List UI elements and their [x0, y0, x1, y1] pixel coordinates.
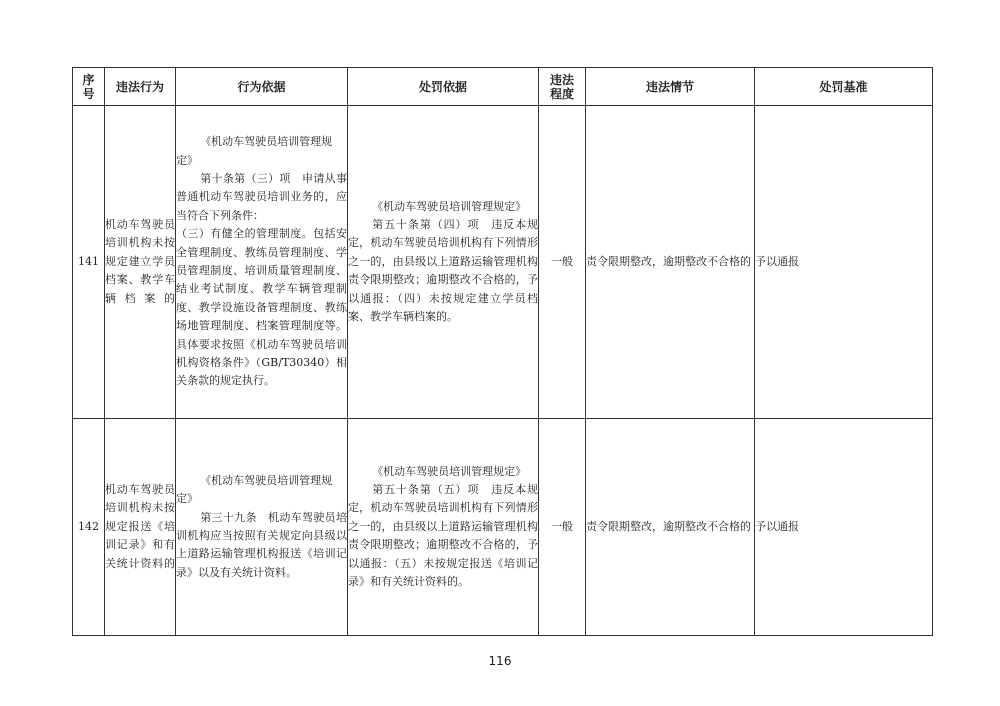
table-row [73, 106, 933, 419]
row-basis [176, 106, 348, 419]
header-seq: 序号 [73, 68, 105, 106]
penalty-line: 《机动车驾驶员培训管理规定》 [372, 464, 527, 478]
header-degree: 违法程度 [539, 68, 586, 106]
header-basis: 行为依据 [176, 68, 348, 106]
row-circumstance: 责令限期整改，逾期整改不合格的 [586, 106, 755, 419]
header-penalty: 处罚依据 [348, 68, 539, 106]
row-seq: 142 [73, 419, 105, 636]
header-circumstance: 违法情节 [586, 68, 755, 106]
row-basis [176, 419, 348, 636]
row-penalty [348, 106, 539, 419]
row-penalty [348, 419, 539, 636]
header-act: 违法行为 [105, 68, 176, 106]
penalty-line: 《机动车驾驶员培训管理规定》 [372, 199, 527, 213]
penalty-line: 第五十条第（五）项 违反本规定，机动车驾驶员培训机构有下列情形之一的，由县级以上道路运输管理机构责令限期整改；逾期整改不合格的，予以通报：（五）未按规定报送《培训记录》和有关统计资料的。 [348, 482, 538, 589]
row-seq: 141 [73, 106, 105, 419]
row-circumstance: 责令限期整改，逾期整改不合格的 [586, 419, 755, 636]
row-act: 机动车驾驶员培训机构未按规定报送《培训记录》和有关统计资料的 [105, 419, 176, 636]
page-number: 116 [488, 654, 512, 668]
regulation-table [72, 67, 933, 636]
basis-line: 《机动车驾驶员培训管理规定》 [176, 135, 333, 167]
basis-line: 第十条第（三）项 申请从事普通机动车驾驶员培训业务的，应当符合下列条件： [176, 171, 347, 222]
basis-line: 第三十九条 机动车驾驶员培训机构应当按照有关规定向县级以上道路运输管理机构报送《培训记录》以及有关统计资料。 [176, 510, 347, 579]
row-degree: 一般 [539, 106, 586, 419]
table-row [73, 419, 933, 636]
row-degree: 一般 [539, 419, 586, 636]
basis-line: 《机动车驾驶员培训管理规定》 [176, 473, 333, 506]
penalty-line: 第五十条第（四）项 违反本规定，机动车驾驶员培训机构有下列情形之一的，由县级以上道路运输管理机构责令限期整改；逾期整改不合格的，予以通报：（四）未按规定建立学员档案、教学车辆档案的。 [348, 217, 538, 324]
basis-line: （三）有健全的管理制度。包括安全管理制度、教练员管理制度、学员管理制度、培训质量管理制度、结业考试制度、教学车辆管理制度、教学设施设备管理制度、教练场地管理制度、档案管理制度等。具体要求按照《机动车驾驶员培训机构资格条件》（GB/T30340）相关条款的规定执行。 [176, 227, 347, 388]
row-act: 机动车驾驶员培训机构未按规定建立学员档案、教学车辆档案的 [105, 106, 176, 419]
table-header-row [73, 68, 933, 106]
row-standard: 予以通报 [755, 106, 933, 419]
row-standard: 予以通报 [755, 419, 933, 636]
header-standard: 处罚基准 [755, 68, 933, 106]
